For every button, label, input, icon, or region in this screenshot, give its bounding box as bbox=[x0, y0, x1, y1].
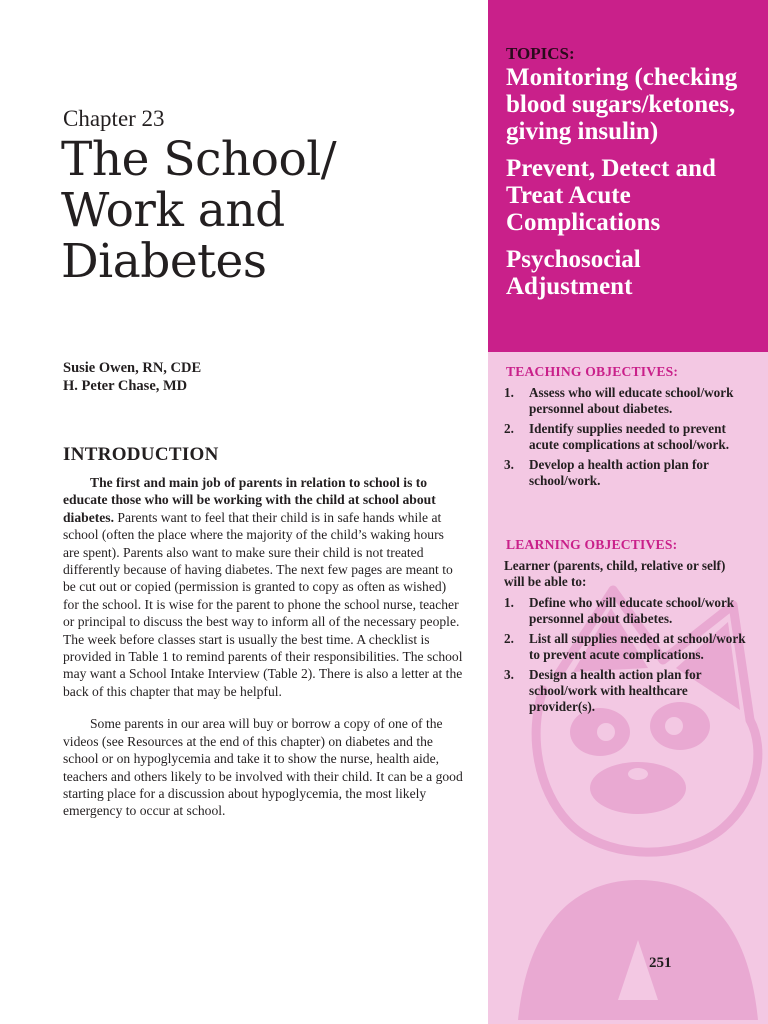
objective-text: Define who will educate school/work personnel about diabetes. bbox=[529, 595, 735, 626]
objective-number: 2. bbox=[504, 631, 514, 647]
topic-item: Psychosocial Adjustment bbox=[506, 246, 641, 300]
learning-objectives-list bbox=[504, 595, 754, 719]
topics-list bbox=[506, 64, 762, 310]
paragraph-lead: The first and main job of parents in relation to school is to educate those who will be working with the child at school about diabetes. bbox=[63, 475, 436, 525]
teaching-objectives-list bbox=[504, 385, 754, 494]
objective-text: List all supplies needed at school/work to prevent acute complications. bbox=[529, 631, 746, 662]
objective-number: 2. bbox=[504, 421, 514, 437]
objective-text: Assess who will educate school/work personnel about diabetes. bbox=[529, 385, 734, 416]
objective-number: 3. bbox=[504, 457, 514, 473]
paragraph: Some parents in our area will buy or borrow a copy of one of the videos (see Resources at the end of this chapter) on diabetes and the school or on hypoglycemia and take it to show the nurse, health aide, teachers and others likely to be involved with their child. It can be a good starting place for a discussion about hypoglycemia, the most likely emergency to occur at school. bbox=[63, 716, 463, 819]
objective-number: 1. bbox=[504, 595, 514, 610]
objective-text: Develop a health action plan for school/work. bbox=[529, 457, 709, 488]
author: H. Peter Chase, MD bbox=[63, 378, 188, 394]
topic-item: Monitoring (checking blood sugars/ketones, giving insulin) bbox=[506, 64, 738, 145]
teaching-objectives-heading: TEACHING OBJECTIVES: bbox=[506, 364, 679, 379]
topics-box bbox=[488, 0, 768, 352]
objective-text: Design a health action plan for school/work with healthcare provider(s). bbox=[529, 667, 702, 714]
chapter-title-line: Diabetes bbox=[61, 234, 267, 289]
objective-item bbox=[504, 421, 754, 452]
paragraph bbox=[63, 474, 463, 700]
objective-text: Identify supplies needed to prevent acute complications at school/work. bbox=[529, 421, 729, 452]
learning-objectives-heading: LEARNING OBJECTIVES: bbox=[506, 537, 678, 552]
chapter-title-line: The School/ bbox=[61, 132, 337, 187]
objective-item bbox=[504, 595, 754, 626]
topic-item: Prevent, Detect and Treat Acute Complications bbox=[506, 155, 716, 236]
introduction-heading: INTRODUCTION bbox=[63, 444, 219, 465]
sidebar bbox=[488, 0, 768, 1024]
chapter-label: Chapter 23 bbox=[63, 106, 165, 131]
chapter-title bbox=[61, 134, 481, 287]
objective-item bbox=[504, 631, 754, 662]
paragraph-text: Parents want to feel that their child is in safe hands while at school (often the place where the majority of the child’s waking hours are spent). Parents also want to make sure their child is not treated differently because of having diabetes. The next few pages are meant to be cut out or copied (permission is granted to copy as often as wished) for the school. It is wise for the parent to phone the school nurse, teacher or principal to discuss the best way to inform all of the necessary people. The week before classes start is usually the best time. A checklist is provided in Table 1 to remind parents of their responsibilities. The school may want a School Intake Interview (Table 2). There is also a letter at the back of this chapter that may be helpful. bbox=[63, 509, 463, 699]
objective-item bbox=[504, 667, 754, 714]
objective-number: 3. bbox=[504, 667, 514, 683]
objective-number: 1. bbox=[504, 385, 514, 400]
objective-item bbox=[504, 385, 754, 416]
page-number: 251 bbox=[649, 955, 672, 971]
objective-item bbox=[504, 457, 754, 488]
introduction-body bbox=[63, 474, 463, 835]
chapter-title-line: Work and bbox=[61, 183, 285, 238]
author: Susie Owen, RN, CDE bbox=[63, 360, 202, 376]
author-list bbox=[63, 359, 201, 395]
learning-objectives-intro: Learner (parents, child, relative or self) will be able to: bbox=[504, 558, 726, 589]
topics-label: TOPICS: bbox=[506, 44, 575, 63]
